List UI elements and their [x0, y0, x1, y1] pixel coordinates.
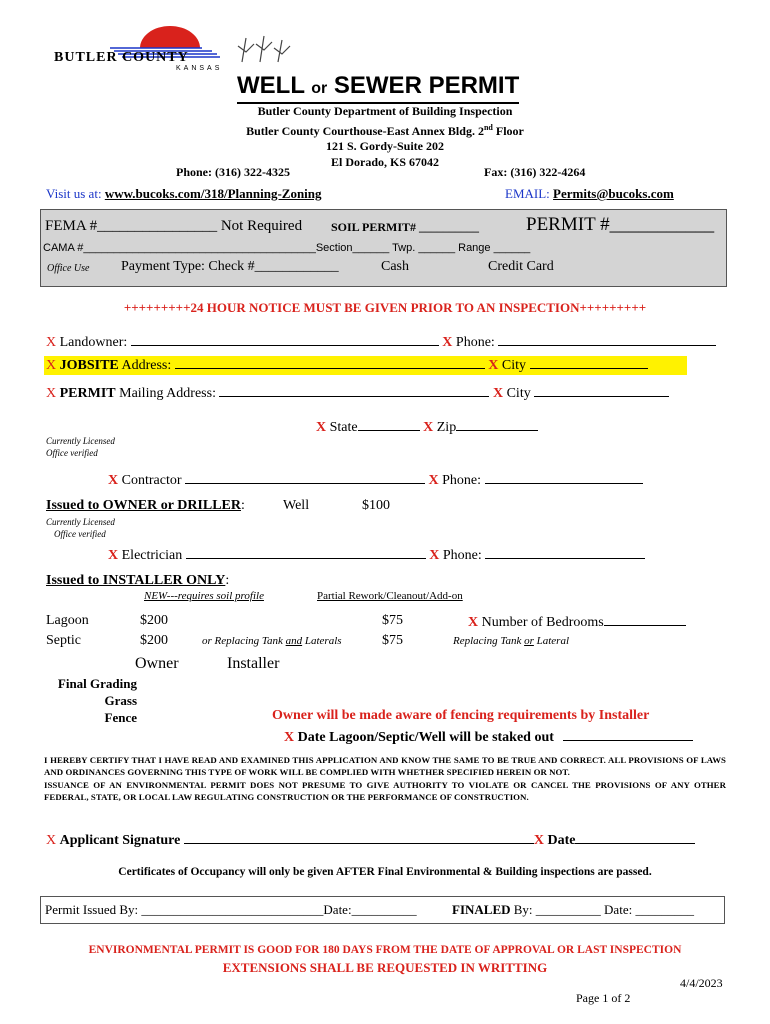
state-zip-row: X State X Zip [316, 418, 538, 436]
electrician-phone-input[interactable] [485, 546, 645, 559]
landowner-input[interactable] [131, 333, 439, 346]
jobsite-city-input[interactable] [530, 356, 648, 369]
contractor-row: X Contractor X Phone: [108, 471, 643, 489]
landowner-phone-input[interactable] [498, 333, 716, 346]
office-use-label: Office Use [47, 263, 90, 274]
zip-input[interactable] [456, 418, 538, 431]
certify-paragraph: I HEREBY CERTIFY THAT I HAVE READ AND EXAMINED THIS APPLICATION AND KNOW THE SAME TO BE TRUE AND CORRECT. ALL PROVISIONS OF LAWS AND ORDINANCES GOVERNING THIS TYPE OF WORK WILL BE COMPLIED WITH WHETHER SPECIFIED HEREIN OR NOT. [44, 755, 726, 778]
lagoon-price-partial: $75 [382, 613, 403, 628]
title-well: WELL [237, 72, 305, 99]
mailing-row: X PERMIT Mailing Address: X City [46, 384, 669, 402]
jobsite-address-input[interactable] [175, 356, 485, 369]
website-link[interactable]: www.bucoks.com/318/Planning-Zoning [104, 186, 322, 201]
dept-street: 121 S. Gordy-Suite 202 [325, 139, 444, 153]
dept-name: Butler County Department of Building Inspection [257, 104, 513, 118]
certificates-note: Certificates of Occupancy will only be given AFTER Final Environmental & Building inspections are passed. [118, 866, 652, 878]
grass-label: Grass [104, 693, 137, 708]
title-or: or [311, 80, 328, 97]
dept-info [150, 104, 620, 170]
electrician-input[interactable] [186, 546, 426, 559]
lagoon-label: Lagoon [46, 613, 89, 628]
cama-field[interactable]: CAMA #______________________________________Section______ Twp. ______ Range ______ [43, 242, 531, 254]
owner-option[interactable]: Owner [135, 655, 179, 672]
permit-issued-box [40, 896, 725, 924]
state-input[interactable] [358, 418, 420, 431]
fence-label: Fence [104, 710, 137, 725]
issuance-paragraph: ISSUANCE OF AN ENVIRONMENTAL PERMIT DOES NOT PRESUME TO GIVE AUTHORITY TO VIOLATE OR CANCEL THE PROVISIONS OF ANY OTHER FEDERAL, STATE, OR LOCAL LAW REGULATING CONSTRUCTION OR THE PERFORMANCE OF CONSTRUCTION. [44, 779, 726, 803]
applicant-signature-input[interactable] [184, 831, 534, 844]
septic-price-partial: $75 [382, 633, 403, 648]
replacing-tank-lateral: Replacing Tank or Lateral [453, 635, 570, 647]
issued-installer: Issued to INSTALLER ONLY: [46, 573, 230, 588]
soil-permit-field[interactable]: SOIL PERMIT# __________ [331, 220, 480, 234]
well-price: $100 [362, 498, 390, 513]
email-link[interactable]: Permits@bucoks.com [553, 186, 674, 201]
permit-number-field[interactable]: PERMIT #___________ [526, 214, 715, 235]
mailing-address-input[interactable] [219, 384, 489, 397]
certification-text [44, 754, 726, 804]
page-title [237, 73, 519, 104]
landowner-row: X Landowner: X Phone: [46, 333, 716, 351]
payment-credit[interactable]: Credit Card [488, 259, 554, 274]
new-requires-label: NEW---requires soil profile [144, 590, 264, 602]
title-sewer: SEWER PERMIT [333, 72, 520, 99]
dept-city: El Dorado, KS 67042 [330, 154, 439, 169]
lagoon-price: $200 [140, 613, 168, 628]
env-permit-notice: ENVIRONMENTAL PERMIT IS GOOD FOR 180 DAYS FROM THE DATE OF APPROVAL OR LAST INSPECTION [88, 944, 682, 956]
fencing-notice: Owner will be made aware of fencing requirements by Installer [272, 708, 650, 723]
payment-cash[interactable]: Cash [381, 259, 409, 274]
mailing-city-input[interactable] [534, 384, 669, 397]
signature-row: X Applicant Signature X Date [46, 831, 695, 849]
jobsite-row: X JOBSITE Address: X City [44, 356, 687, 375]
page-number: Page 1 of 2 [576, 991, 631, 1005]
installer-option[interactable]: Installer [227, 655, 280, 672]
fax-number: Fax: (316) 322-4264 [484, 165, 586, 179]
logo-line1: BUTLER COUNTY [54, 50, 189, 65]
stake-date-input[interactable] [563, 728, 693, 741]
issued-owner-driller: Issued to OWNER or DRILLER: [46, 498, 245, 513]
septic-label: Septic [46, 633, 81, 648]
well-label: Well [283, 498, 310, 513]
county-logo [52, 22, 292, 78]
bedrooms-input[interactable] [604, 613, 686, 626]
finaled-field[interactable]: FINALED By: __________ Date: _________ [452, 902, 694, 917]
or-replacing-tank-laterals: or Replacing Tank and Laterals [202, 635, 342, 647]
signature-date-input[interactable] [575, 831, 695, 844]
license-note-2: Currently Licensed Office verified [46, 517, 115, 539]
electrician-row: X Electrician X Phone: [108, 546, 645, 564]
office-use-box [40, 209, 727, 287]
email-line: EMAIL: Permits@bucoks.com [505, 186, 674, 201]
extensions-notice: EXTENSIONS SHALL BE REQUESTED IN WRITTING [222, 960, 548, 975]
website-line: Visit us at: www.bucoks.com/318/Planning-Zoning [46, 186, 322, 201]
dept-building: Butler County Courthouse-East Annex Bldg. 2nd Floor [246, 122, 524, 138]
septic-price: $200 [140, 633, 168, 648]
revision-date: 4/4/2023 [680, 976, 723, 990]
permit-issued-by[interactable]: Permit Issued By: ____________________________Date:__________ [45, 902, 417, 917]
bedrooms-row: X Number of Bedrooms [468, 613, 686, 631]
license-note-1: Currently Licensed Office verified [46, 436, 115, 458]
partial-rework-label: Partial Rework/Cleanout/Add-on [317, 590, 463, 602]
final-grading-list [52, 675, 137, 726]
contractor-input[interactable] [185, 471, 425, 484]
fema-field[interactable]: FEMA #________________ Not Required [45, 218, 303, 234]
inspection-notice: +++++++++24 HOUR NOTICE MUST BE GIVEN PRIOR TO AN INSPECTION+++++++++ [123, 300, 647, 315]
logo-line2: KANSAS [176, 65, 223, 72]
contractor-phone-input[interactable] [485, 471, 643, 484]
payment-type-field[interactable]: Payment Type: Check #____________ [121, 259, 339, 274]
final-grading-label: Final Grading [57, 676, 137, 691]
stake-date-row: X Date Lagoon/Septic/Well will be staked out [284, 728, 693, 746]
phone-number: Phone: (316) 322-4325 [176, 165, 290, 179]
